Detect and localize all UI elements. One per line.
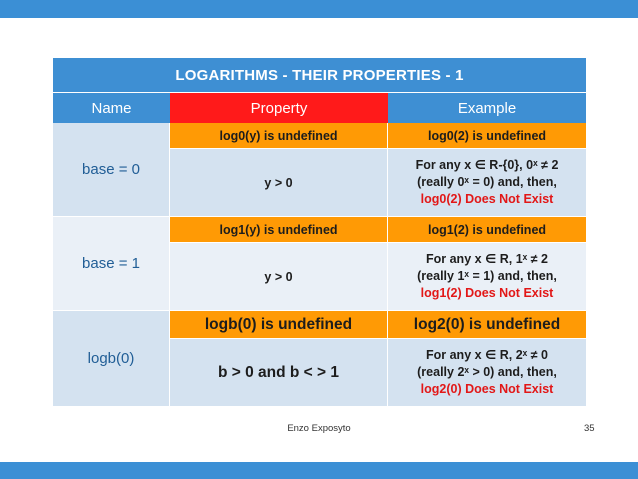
header-property: Property <box>170 93 388 123</box>
header-name: Name <box>53 93 170 123</box>
example-cell <box>388 339 586 406</box>
group-logb-0 <box>53 310 586 406</box>
group-base-0 <box>53 123 586 216</box>
property-cell: logb(0) is undefined <box>170 311 388 339</box>
example-cell: log2(0) is undefined <box>388 311 586 339</box>
example-line: For any x ∈ R-{0}, 0ˣ ≠ 2 <box>415 158 559 172</box>
example-conclusion: log2(0) Does Not Exist <box>420 382 554 396</box>
group-base-1 <box>53 216 586 310</box>
property-cell: y > 0 <box>170 149 388 216</box>
example-line: (really 2ˣ > 0) and, then, <box>417 365 557 379</box>
property-cell: log0(y) is undefined <box>170 123 388 149</box>
example-conclusion: log1(2) Does Not Exist <box>420 286 554 300</box>
top-accent-bar <box>0 0 638 18</box>
header-example: Example <box>388 93 586 123</box>
page-number: 35 <box>584 423 595 434</box>
example-cell: log0(2) is undefined <box>388 123 586 149</box>
property-cell: log1(y) is undefined <box>170 217 388 243</box>
group-name: base = 1 <box>53 217 170 310</box>
example-line: For any x ∈ R, 1ˣ ≠ 2 <box>426 252 548 266</box>
example-line: (really 1ˣ = 1) and, then, <box>417 269 557 283</box>
property-cell: b > 0 and b < > 1 <box>170 339 388 406</box>
example-cell <box>388 149 586 216</box>
example-line: (really 0ˣ = 0) and, then, <box>417 175 557 189</box>
group-name: logb(0) <box>53 311 170 406</box>
example-cell <box>388 243 586 310</box>
example-conclusion: log0(2) Does Not Exist <box>420 192 554 206</box>
properties-table <box>53 58 586 406</box>
bottom-accent-bar <box>0 462 638 479</box>
example-line: For any x ∈ R, 2ˣ ≠ 0 <box>426 348 548 362</box>
footer-author: Enzo Exposyto <box>287 423 351 434</box>
header-row <box>53 93 586 123</box>
table-title: LOGARITHMS - THEIR PROPERTIES - 1 <box>53 58 586 93</box>
property-cell: y > 0 <box>170 243 388 310</box>
group-name: base = 0 <box>53 123 170 216</box>
example-cell: log1(2) is undefined <box>388 217 586 243</box>
